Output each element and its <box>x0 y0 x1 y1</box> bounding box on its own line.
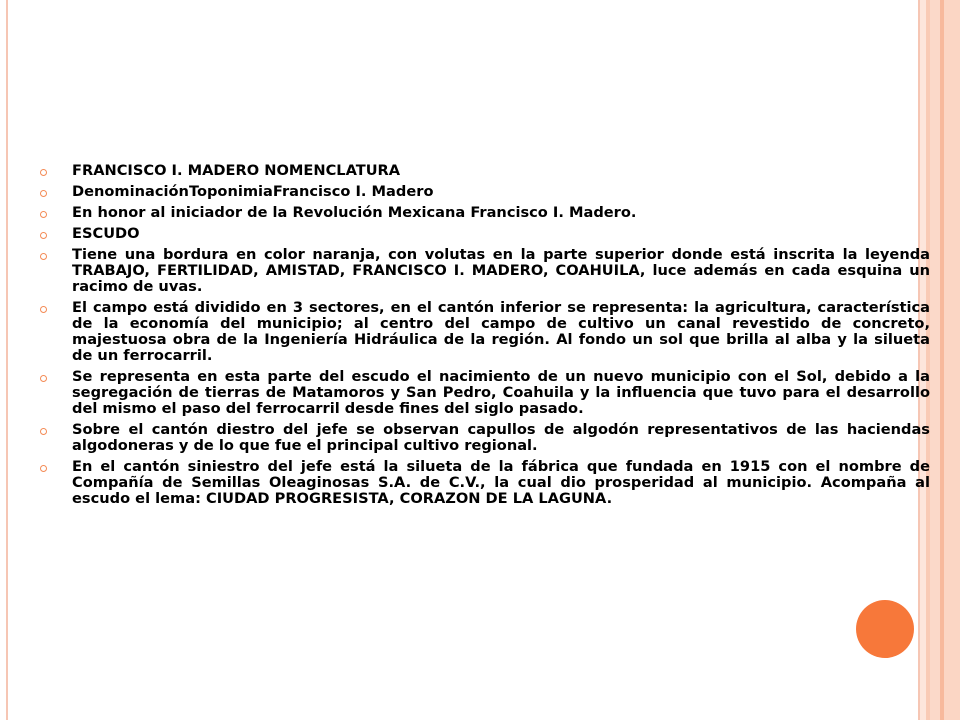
stripe <box>944 0 960 720</box>
left-frame-line <box>6 0 8 720</box>
list-item <box>40 184 930 200</box>
list-item <box>40 163 930 179</box>
bullet-text: FRANCISCO I. MADERO NOMENCLATURA <box>72 162 401 179</box>
bullet-text: En el cantón siniestro del jefe está la silueta de la fábrica que fundada en 1915 con el nombre de Compañía de Semillas Oleaginosas S.A. de C.V., la cual dio prosperidad al municipio. Acompaña al escudo el lema: CIUDAD PROGRESISTA, CORAZON DE LA LAGUNA. <box>72 458 930 507</box>
stripe <box>930 0 940 720</box>
list-item <box>40 459 930 507</box>
list-item <box>40 226 930 242</box>
bullet-text: Tiene una bordura en color naranja, con volutas en la parte superior donde está inscrita la leyenda TRABAJO, FERTILIDAD, AMISTAD, FRANCISCO I. MADERO, COAHUILA, luce además en cada esquina un racimo de uvas. <box>72 246 930 295</box>
bullet-text: En honor al iniciador de la Revolución Mexicana Francisco I. Madero. <box>72 204 637 221</box>
bullet-list <box>40 163 930 507</box>
bullet-text: ESCUDO <box>72 225 140 242</box>
decorative-circle <box>856 600 914 658</box>
circle-bullet-icon <box>40 169 47 176</box>
list-item <box>40 205 930 221</box>
circle-bullet-icon <box>40 306 47 313</box>
list-item <box>40 369 930 417</box>
circle-bullet-icon <box>40 190 47 197</box>
list-item <box>40 247 930 295</box>
list-item <box>40 300 930 364</box>
circle-bullet-icon <box>40 253 47 260</box>
circle-bullet-icon <box>40 428 47 435</box>
circle-bullet-icon <box>40 465 47 472</box>
bullet-text: Sobre el cantón diestro del jefe se observan capullos de algodón representativos de las haciendas algodoneras y de lo que fue el principal cultivo regional. <box>72 421 930 454</box>
bullet-text: El campo está dividido en 3 sectores, en el cantón inferior se representa: la agricultura, característica de la economía del municipio; al centro del campo de cultivo un canal revestido de concreto, majestuosa obra de la Ingeniería Hidráulica de la región. Al fondo un sol que brilla al alba y la silueta de un ferrocarril. <box>72 299 930 364</box>
bullet-text: Se representa en esta parte del escudo el nacimiento de un nuevo municipio con el Sol, debido a la segregación de tierras de Matamoros y San Pedro, Coahuila y la influencia que tuvo para el desarrollo del mismo el paso del ferrocarril desde fines del siglo pasado. <box>72 368 930 417</box>
circle-bullet-icon <box>40 232 47 239</box>
list-item <box>40 422 930 454</box>
circle-bullet-icon <box>40 375 47 382</box>
bullet-text: DenominaciónToponimiaFrancisco I. Madero <box>72 183 434 200</box>
circle-bullet-icon <box>40 211 47 218</box>
slide-body <box>40 163 930 512</box>
